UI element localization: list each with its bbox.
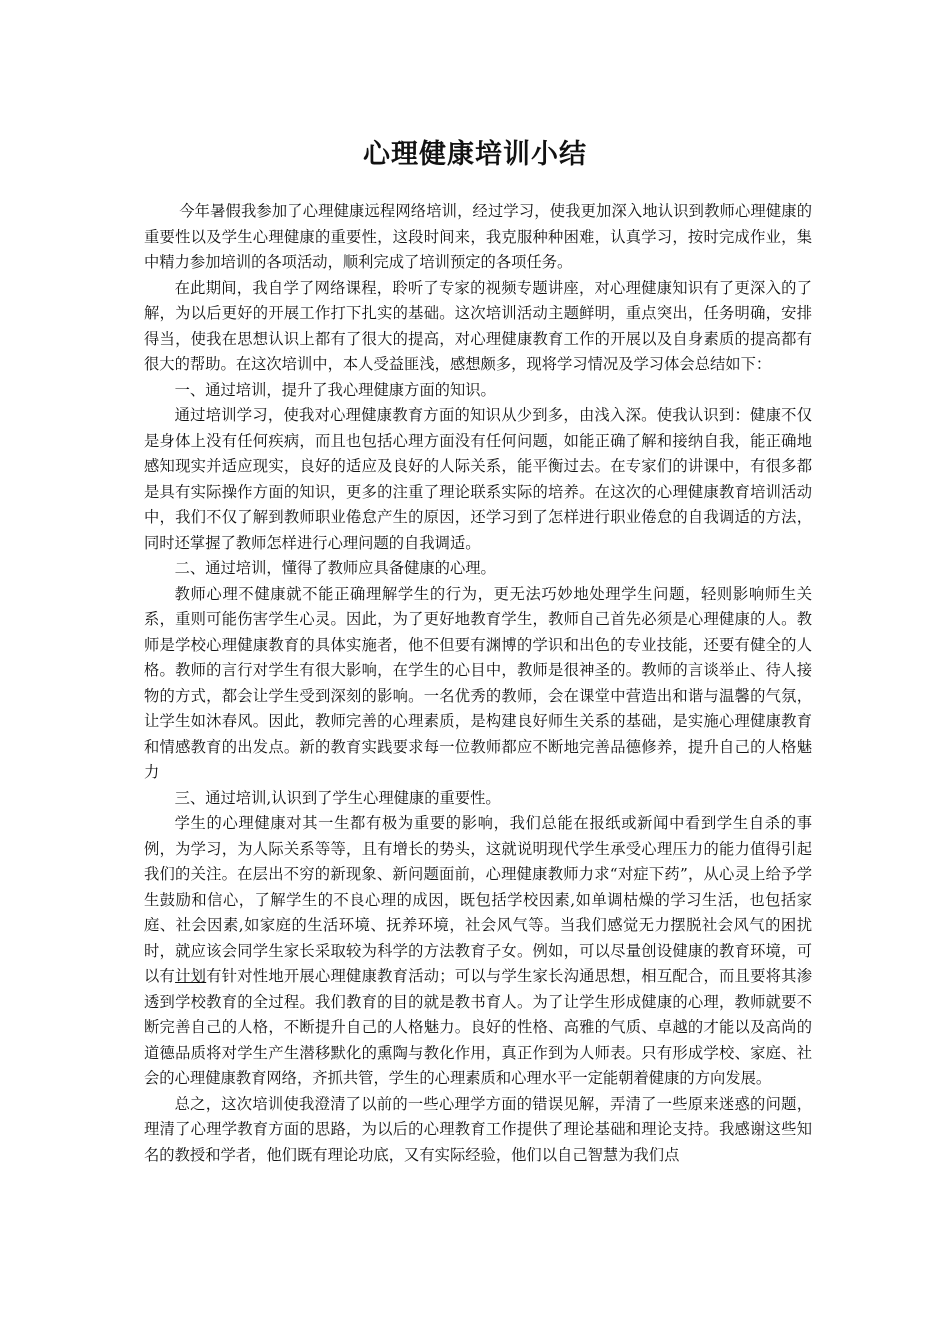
paragraph-conclusion: 总之，这次培训使我澄清了以前的一些心理学方面的错误见解，弄清了一些原来迷惑的问题，理清了心理学教育方面的思路，为以后的心理教育工作提供了理论基础和理论支持。我感谢这些知名的教授和学者，他们既有理论功底，又有实际经验，他们以自己智慧为我们点 [144, 1094, 812, 1164]
section-heading-2: 二、通过培训，懂得了教师应具备健康的心理。 [174, 559, 496, 577]
paragraph-section-1: 通过培训学习，使我对心理健康教育方面的知识从少到多，由浅入深。使我认识到：健康不仅是身体上没有任何疾病，而且也包括心理方面没有任何问题，如能正确了解和接纳自我，能正确地感知现实并适应现实，良好的适应及良好的人际关系，能平衡过去。在专家们的讲课中，有很多都是具有实际操作方面的知识，更多的注重了理论联系实际的培养。在这次的心理健康教育培训活动中，我们不仅了解到教师职业倦怠产生的原因，还学习到了怎样进行职业倦怠的自我调适的方法，同时还掌握了教师怎样进行心理问题的自我调适。 [144, 406, 812, 552]
paragraph-section-3 [144, 811, 812, 1092]
paragraph-intro: 今年暑假我参加了心理健康远程网络培训，经过学习，使我更加深入地认识到教师心理健康的重要性以及学生心理健康的重要性，这段时间来，我克服种种困难，认真学习，按时完成作业，集中精力参加培训的各项活动，顺利完成了培训预定的各项任务。 [144, 202, 812, 271]
section-heading-3: 三、通过培训,认识到了学生心理健康的重要性。 [174, 788, 501, 807]
paragraph-section-3-part-2: 有针对性地开展心理健康教育活动；可以与学生家长沟通思想，相互配合，而且要将其渗透到学校教育的全过程。我们教育的目的就是教书育人。为了让学生形成健康的心理，教师就要不断完善自己的人格，不断提升自己的人格魅力。良好的性格、高雅的气质、卓越的才能以及高尚的道德品质将对学生产生潜移默化的熏陶与教化作用，真正作到为人师表。只有形成学校、家庭、社会的心理健康教育网络，齐抓共管，学生的心理素质和心理水平一定能朝着健康的方向发展。 [144, 967, 812, 1087]
section-heading-1: 一、通过培训，提升了我心理健康方面的知识。 [174, 380, 496, 399]
paragraph-period: 在此期间，我自学了网络课程，聆听了专家的视频专题讲座，对心理健康知识有了更深入的了解，为以后更好的开展工作打下扎实的基础。这次培训活动主题鲜明，重点突出，任务明确，安排得当，使我在思想认识上都有了很大的提高，对心理健康教育工作的开展以及自身素质的提高都有很大的帮助。在这次培训中，本人受益匪浅，感想颇多，现将学习情况及学习体会总结如下： [144, 278, 812, 373]
paragraph-section-3-part-1: 学生的心理健康对其一生都有极为重要的影响，我们总能在报纸或新闻中看到学生自杀的事例，为学习，为人际关系等等，且有增长的势头，这就说明现代学生承受心理压力的能力值得引起我们的关注。在层出不穷的新现象、新问题面前，心理健康教师力求“对症下药”，从心灵上给予学生鼓励和信心，了解学生的不良心理的成因，既包括学校因素,如单调枯燥的学习生活，也包括家庭、社会因素,如家庭的生活环境、抚养环境，社会风气等。当我们感觉无力摆脱社会风气的困扰时，就应该会同学生家长采取较为科学的方法教育子女。例如，可以尽量创设健康的教育环境，可以有 [144, 814, 812, 985]
plan-link[interactable]: 计划 [175, 967, 207, 985]
paragraph-section-2: 教师心理不健康就不能正确理解学生的行为，更无法巧妙地处理学生问题，轻则影响师生关系，重则可能伤害学生心灵。因此，为了更好地教育学生，教师自己首先必须是心理健康的人。教师是学校心理健康教育的具体实施者，他不但要有渊博的学识和出色的专业技能，还要有健全的人格。教师的言行对学生有很大影响，在学生的心目中，教师是很神圣的。教师的言谈举止、待人接物的方式，都会让学生受到深刻的影响。一名优秀的教师，会在课堂中营造出和谐与温馨的气氛，让学生如沐春风。因此，教师完善的心理素质，是构建良好师生关系的基础，是实施心理健康教育和情感教育的出发点。新的教育实践要求每一位教师都应不断地完善品德修养，提升自己的人格魅力 [144, 584, 812, 781]
document-title: 心理健康培训小结 [363, 139, 587, 170]
document-body [144, 199, 812, 1168]
